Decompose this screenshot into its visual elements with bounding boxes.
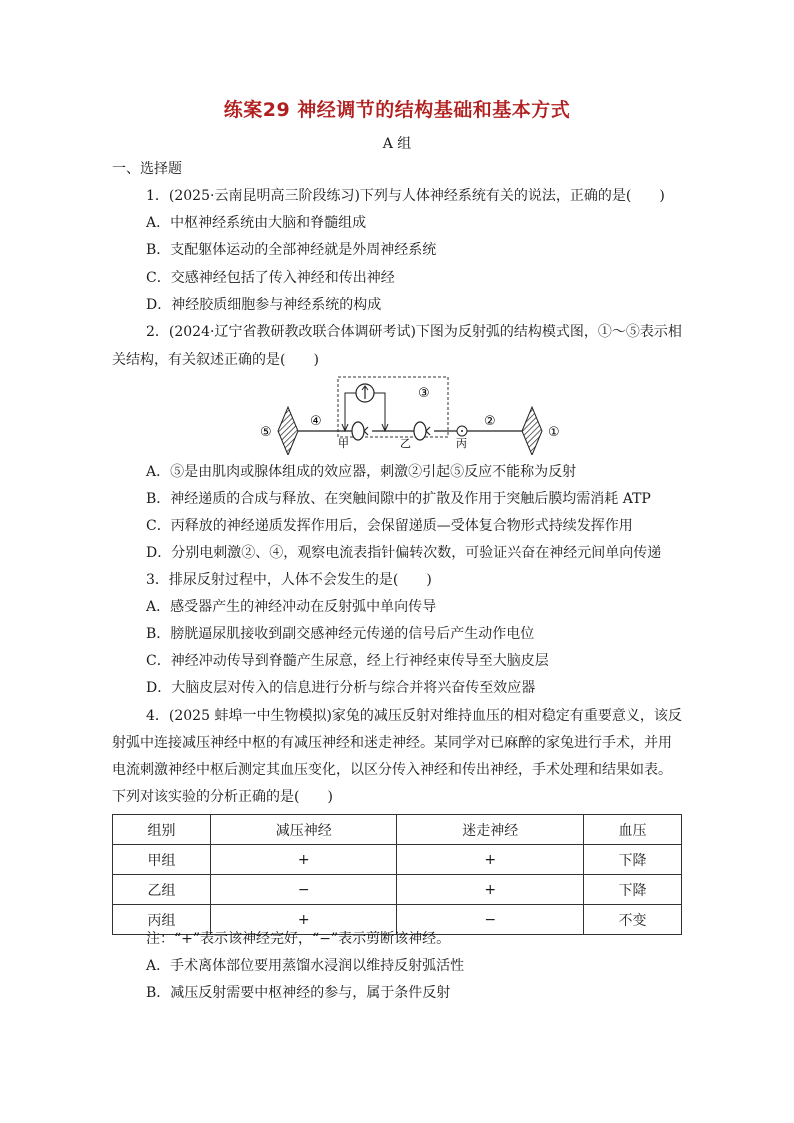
synapse-2 [426, 427, 430, 435]
section-heading: 一、选择题 [112, 161, 182, 177]
label-4: ④ [310, 414, 322, 429]
q4-option-b: B．减压反射需要中枢神经的参与，属于条件反射 [146, 985, 451, 1001]
table-cell: + [397, 845, 584, 875]
table-cell: 下降 [583, 845, 681, 875]
table-cell: 乙组 [113, 875, 211, 905]
q2-option-c: C．丙释放的神经递质发挥作用后，会保留递质—受体复合物形式持续发挥作用 [146, 518, 633, 534]
table-header: 组别 [113, 815, 211, 845]
q4-stem-line1: 4．(2025 蚌埠一中生物模拟)家兔的减压反射对维持血压的相对稳定有重要意义，该反 [146, 708, 682, 724]
label-jia: 甲 [338, 437, 349, 450]
table-cell: + [397, 875, 584, 905]
table-cell: − [210, 875, 397, 905]
table-header-row [113, 815, 682, 845]
q3-option-d: D．大脑皮层对传入的信息进行分析与综合并将兴奋传至效应器 [146, 680, 536, 696]
q3-stem: 3．排尿反射过程中，人体不会发生的是( ) [146, 572, 432, 588]
table-cell: + [210, 905, 397, 935]
label-bing: 丙 [456, 437, 467, 450]
q2-option-a: A．⑤是由肌肉或腺体组成的效应器，刺激②引起⑤反应不能称为反射 [146, 464, 577, 480]
q1-option-a: A．中枢神经系统由大脑和脊髓组成 [146, 215, 367, 231]
synapse-1 [364, 427, 368, 435]
table-cell: 下降 [583, 875, 681, 905]
table-row [113, 845, 682, 875]
table-row [113, 875, 682, 905]
q4-option-a: A．手术离体部位要用蒸馏水浸润以维持反射弧活性 [146, 958, 465, 974]
table-cell: 不变 [583, 905, 681, 935]
table-cell: 丙组 [113, 905, 211, 935]
q4-stem-line3: 电流刺激神经中枢后测定其血压变化，以区分传入神经和传出神经，手术处理和结果如表。 [112, 762, 672, 778]
table-cell: + [210, 845, 397, 875]
table-cell: 甲组 [113, 845, 211, 875]
results-table [112, 814, 682, 935]
label-5: ⑤ [260, 425, 272, 440]
q2-stem-line2: 关结构，有关叙述正确的是( ) [112, 352, 319, 368]
table-header: 减压神经 [210, 815, 397, 845]
label-1: ① [548, 425, 560, 440]
receptor-shape [522, 407, 542, 455]
neuron-jia [352, 422, 364, 440]
q3-option-b: B．膀胱逼尿肌接收到副交感神经元传递的信号后产生动作电位 [146, 626, 535, 642]
q2-stem-line1: 2．(2024·辽宁省教研教改联合体调研考试)下图为反射弧的结构模式图，①～⑤表示相 [146, 324, 682, 340]
q3-option-a: A．感受器产生的神经冲动在反射弧中单向传导 [146, 599, 437, 615]
table-note: 注：“+”表示该神经完好，“−”表示剪断该神经。 [146, 931, 451, 947]
group-label: A 组 [382, 136, 412, 152]
label-3: ③ [418, 386, 430, 401]
q2-option-d: D．分别电刺激②、④，观察电流表指针偏转次数，可验证兴奋在神经元间单向传递 [146, 545, 662, 561]
table-header: 血压 [583, 815, 681, 845]
table-header: 迷走神经 [397, 815, 584, 845]
neuron-yi [414, 422, 426, 440]
q4-stem-line4: 下列对该实验的分析正确的是( ) [112, 789, 333, 805]
q1-option-c: C．交感神经包括了传入神经和传出神经 [146, 270, 395, 286]
q1-option-d: D．神经胶质细胞参与神经系统的构成 [146, 297, 382, 313]
q2-option-b: B．神经递质的合成与释放、在突触间隙中的扩散及作用于突触后膜均需消耗 ATP [146, 491, 651, 507]
q3-option-c: C．神经冲动传导到脊髓产生尿意，经上行神经束传导至大脑皮层 [146, 653, 549, 669]
galvanometer-lead-right [374, 393, 385, 431]
reflex-arc-diagram [250, 375, 570, 455]
effector-shape [278, 407, 298, 455]
q1-option-b: B．支配躯体运动的全部神经就是外周神经系统 [146, 242, 437, 258]
q4-stem-line2: 射弧中连接减压神经中枢的有减压神经和迷走神经。某同学对已麻醉的家兔进行手术，并用 [112, 735, 672, 751]
label-2: ② [484, 414, 496, 429]
q1-stem: 1．(2025·云南昆明高三阶段练习)下列与人体神经系统有关的说法，正确的是( ) [146, 188, 665, 204]
label-yi: 乙 [400, 437, 411, 450]
table-cell: − [397, 905, 584, 935]
page-title: 练案29 神经调节的结构基础和基本方式 [223, 99, 571, 121]
